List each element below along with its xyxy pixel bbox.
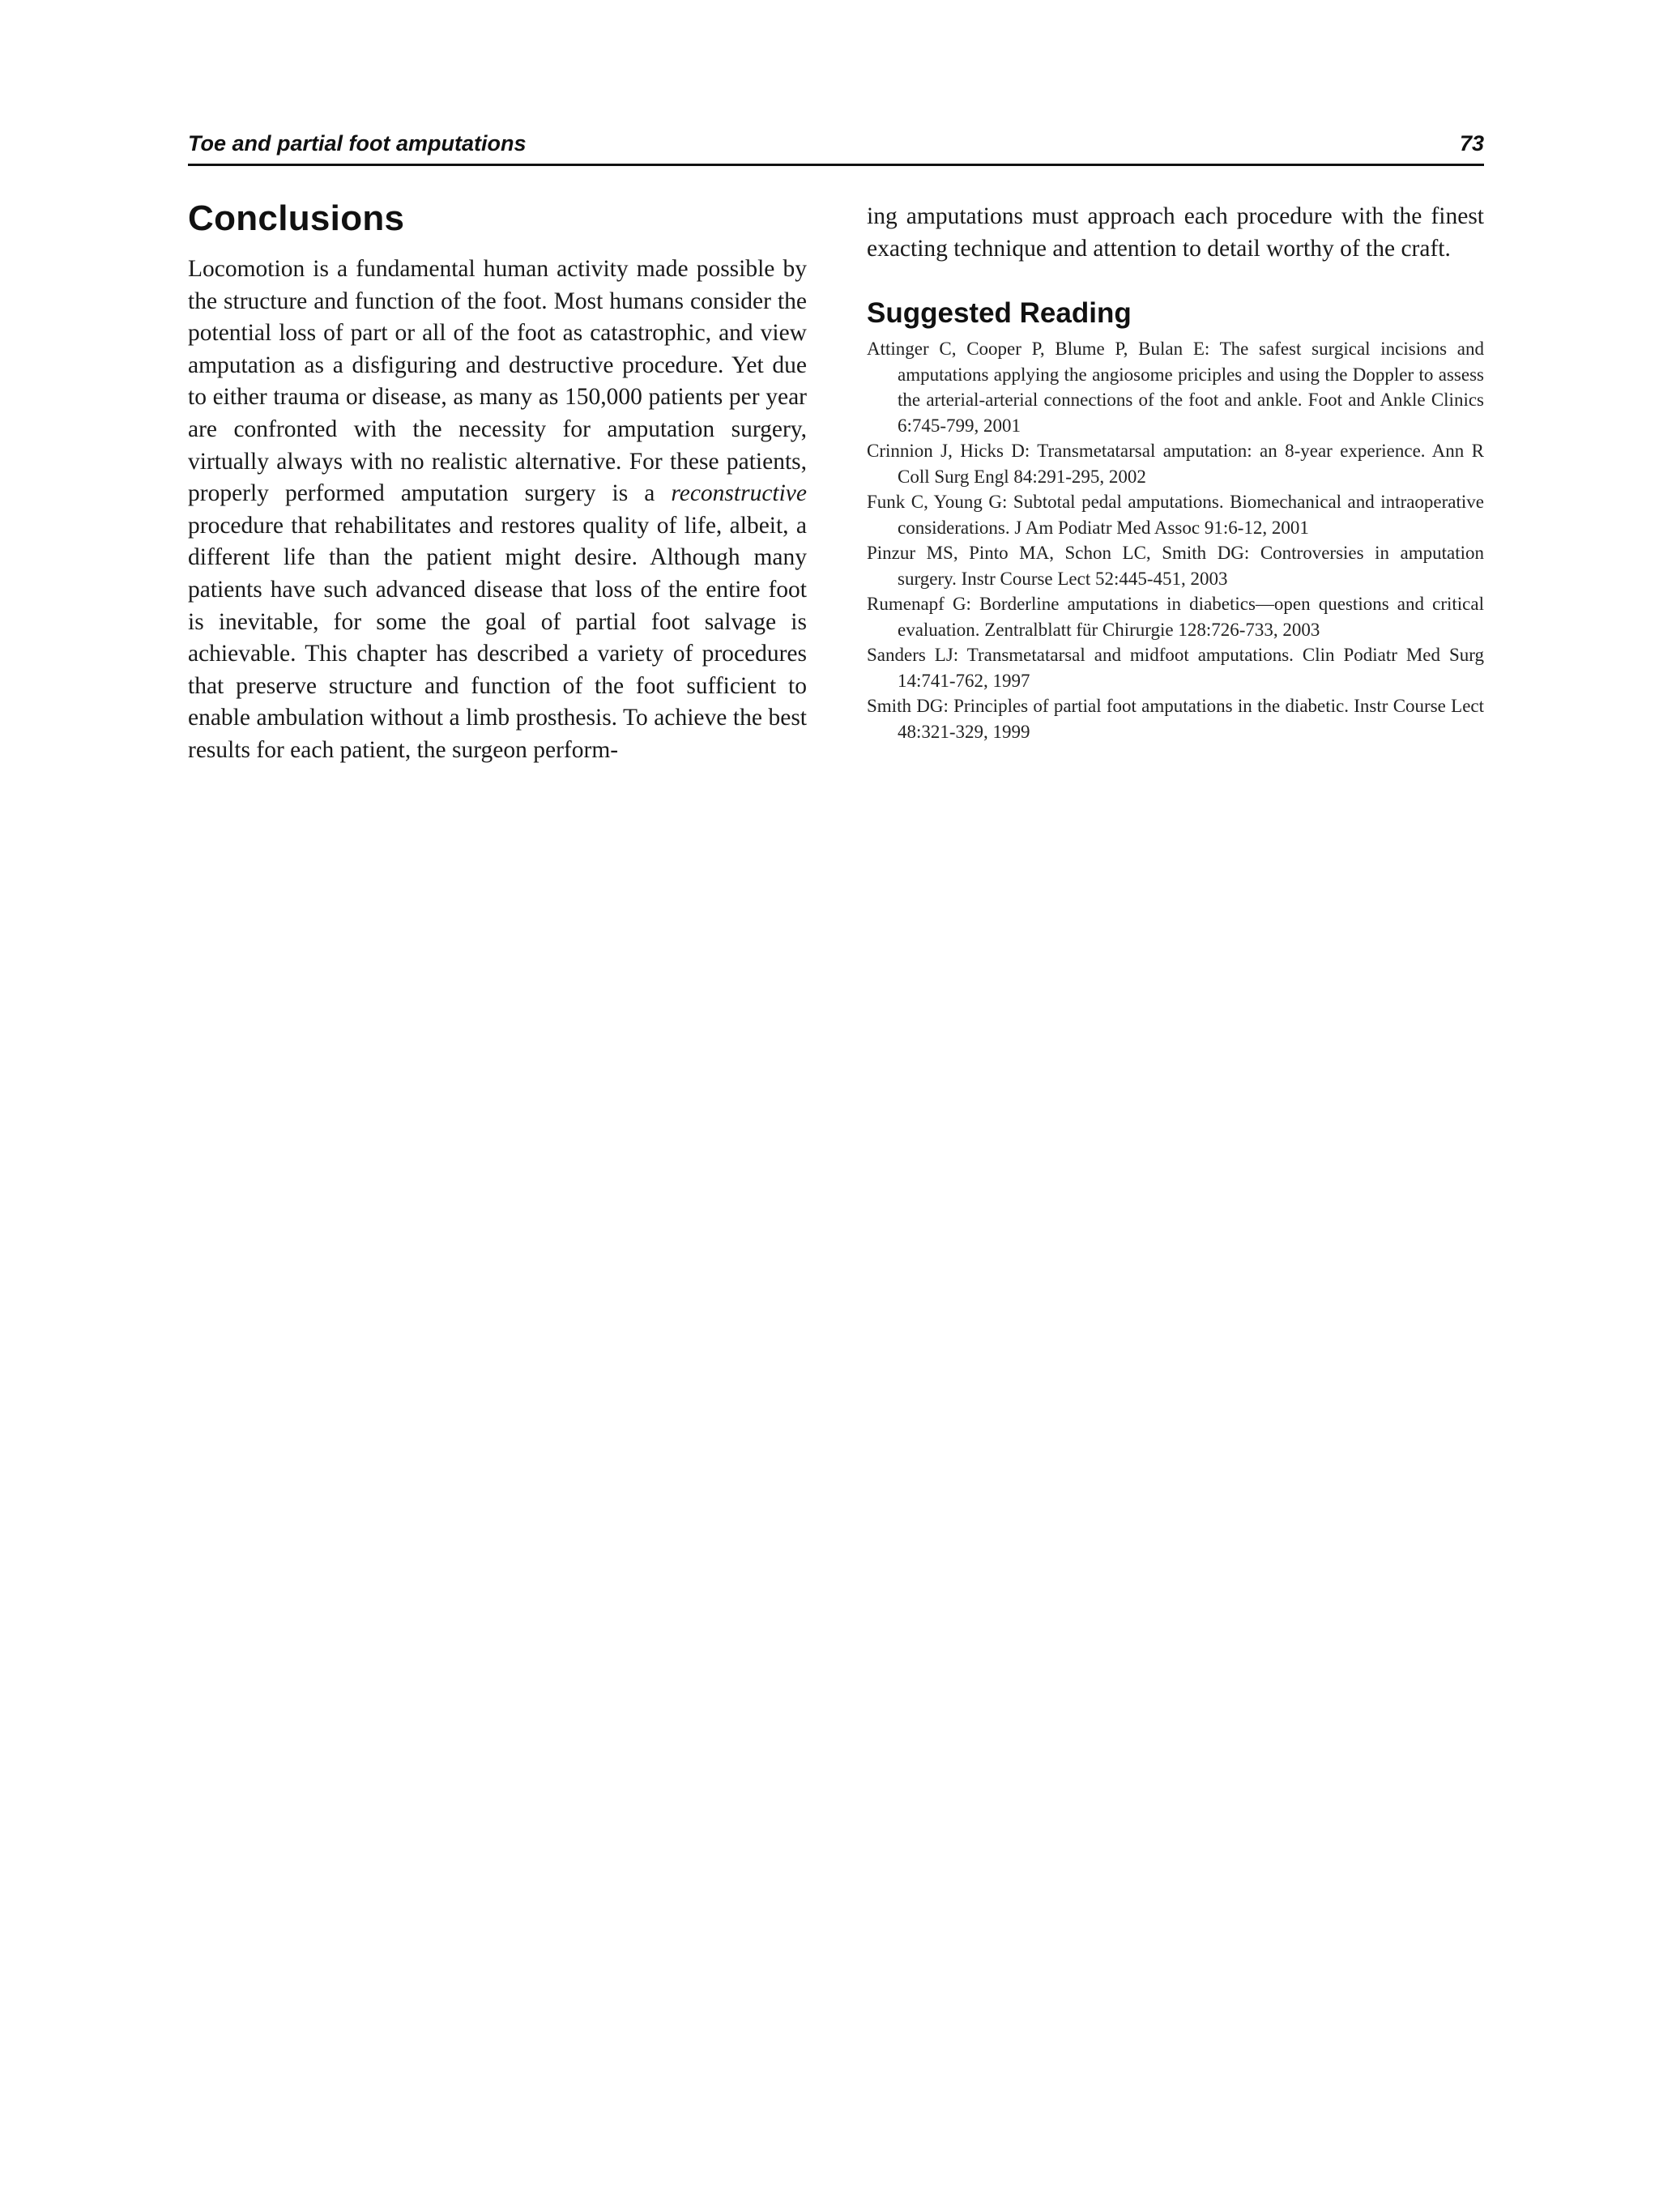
conclusions-paragraph bbox=[188, 254, 807, 767]
conclusions-text-part2: procedure that rehabilitates and restores quality of life, albeit, a different life than the patient might desire. Although many patients have such advanced disease that loss of the entire foot is inevitable, for some the goal of partial foot salvage is achievable. This chapter has described a variety of procedures that preserve structure and function of the foot sufficient to enable ambulation without a limb prosthesis. To achieve the best results for each patient, the surgeon perform- bbox=[188, 512, 807, 763]
reference-item: Pinzur MS, Pinto MA, Schon LC, Smith DG: Controversies in amputation surgery. Instr Course Lect 52:445-451, 2003 bbox=[867, 543, 1484, 589]
conclusions-emphasis: reconstructive bbox=[671, 480, 807, 507]
left-column bbox=[188, 198, 807, 767]
suggested-reading-heading: Suggested Reading bbox=[867, 297, 1132, 330]
conclusions-continuation: ing amputations must approach each procedure with the finest exacting technique and attention to detail worthy of the craft. bbox=[867, 203, 1484, 262]
reference-item: Sanders LJ: Transmetatarsal and midfoot amputations. Clin Podiatr Med Surg 14:741-762, 1997 bbox=[867, 645, 1484, 691]
reference-item: Smith DG: Principles of partial foot amputations in the diabetic. Instr Course Lect 48:321-329, 1999 bbox=[867, 696, 1484, 742]
running-title: Toe and partial foot amputations bbox=[188, 131, 527, 156]
reference-item: Crinnion J, Hicks D: Transmetatarsal amputation: an 8-year experience. Ann R Coll Surg Engl 84:291-295, 2002 bbox=[867, 441, 1484, 487]
reference-item: Funk C, Young G: Subtotal pedal amputations. Biomechanical and intraoperative considerations. J Am Podiatr Med Assoc 91:6-12, 2001 bbox=[867, 492, 1484, 538]
reference-list bbox=[867, 336, 1484, 744]
running-head bbox=[188, 130, 1484, 166]
right-column bbox=[867, 201, 1484, 744]
conclusions-text-part1: Locomotion is a fundamental human activity made possible by the structure and function of the foot. Most humans consider the potential loss of part or all of the foot as catastrophic, and view amputation as a disfiguring and destructive procedure. Yet due to either trauma or disease, as many as 150,000 patients per year are confronted with the necessity for amputation surgery, virtually always with no realistic alternative. For these patients, properly performed amputation surgery is a bbox=[188, 256, 807, 507]
reference-item: Attinger C, Cooper P, Blume P, Bulan E: The safest surgical incisions and amputations applying the angiosome priciples and using the Doppler to assess the arterial-arterial connections of the foot and ankle. Foot and Ankle Clinics 6:745-799, 2001 bbox=[867, 339, 1484, 436]
reference-item: Rumenapf G: Borderline amputations in diabetics—open questions and critical evaluation. Zentralblatt für Chirurgie 128:726-733, 2003 bbox=[867, 594, 1484, 640]
conclusions-heading: Conclusions bbox=[188, 198, 405, 238]
page-number: 73 bbox=[1459, 131, 1484, 156]
